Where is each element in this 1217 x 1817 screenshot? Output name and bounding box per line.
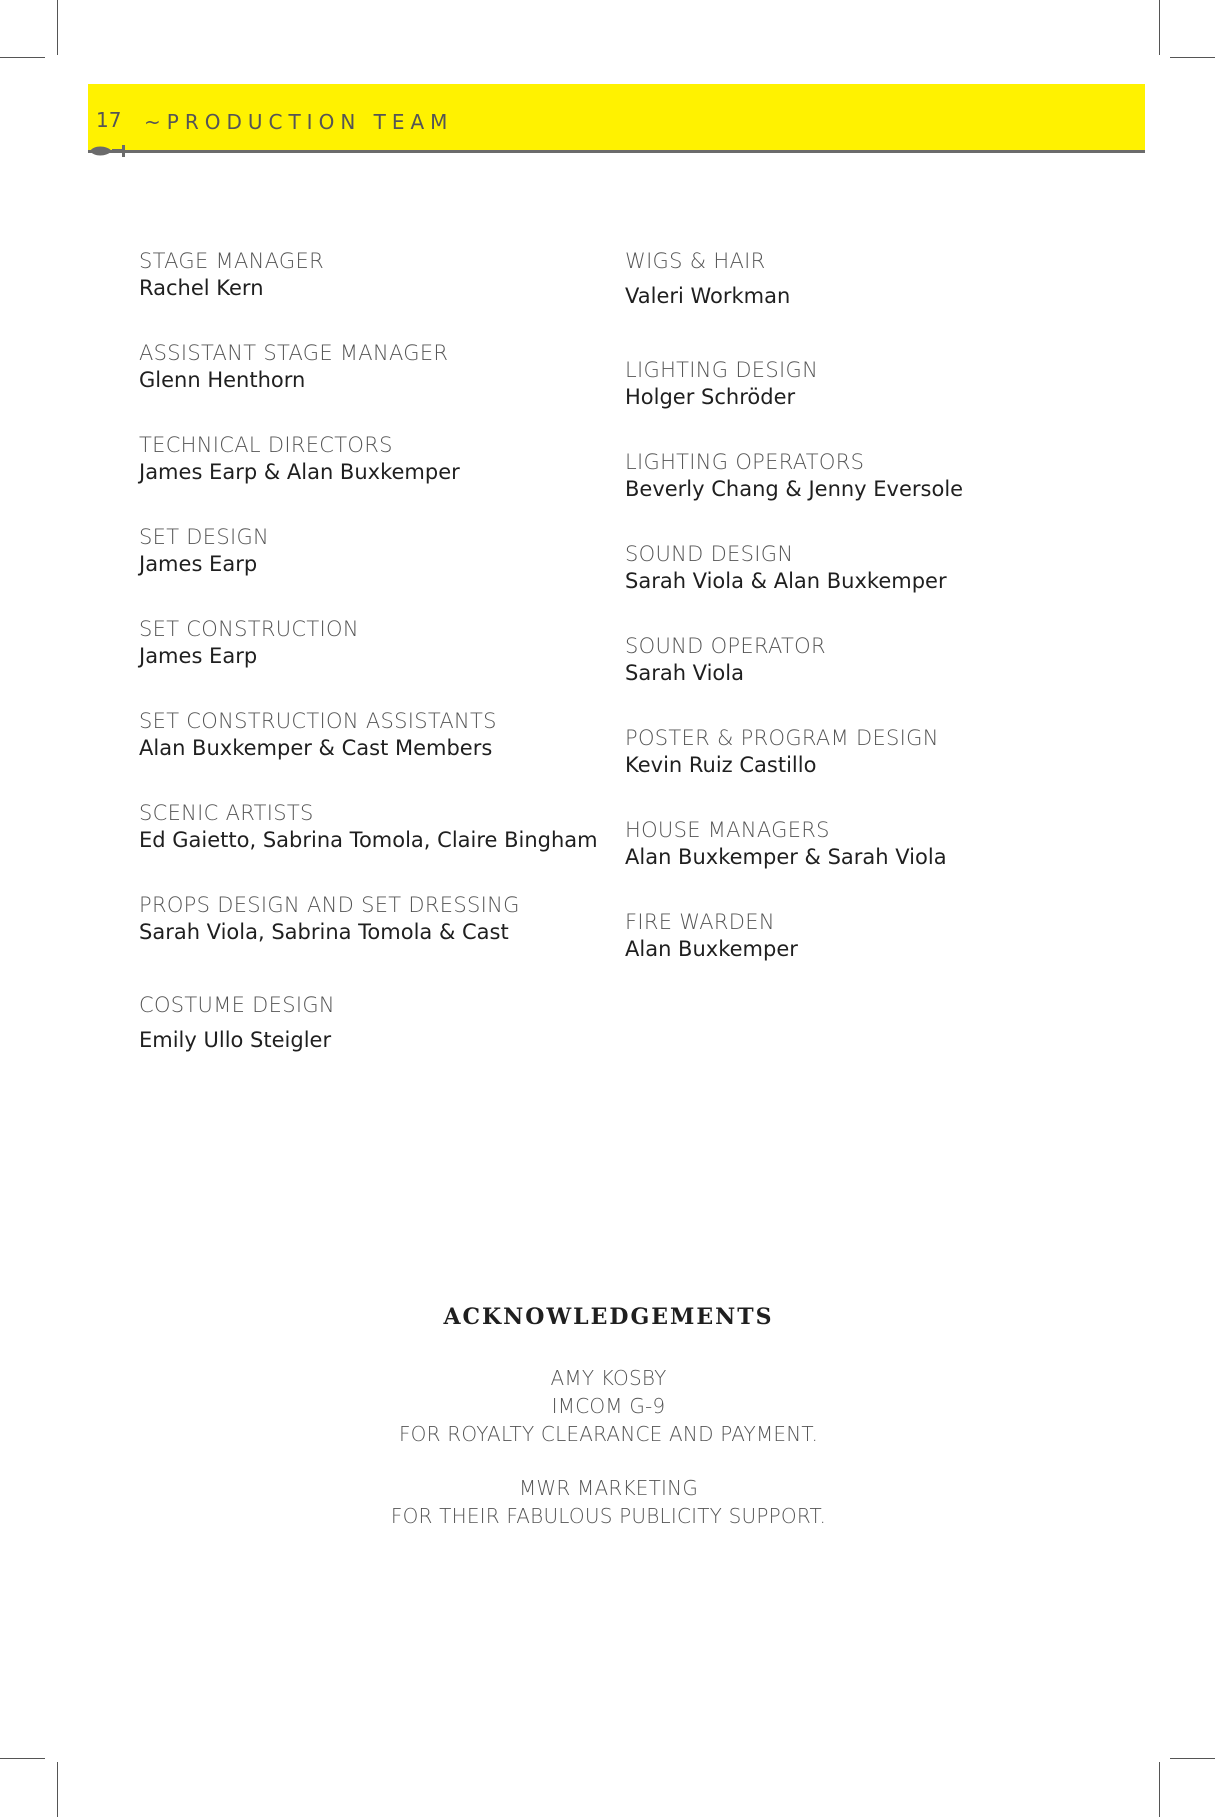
credit-sound-operator [625, 633, 1105, 688]
credit-set-design [139, 524, 619, 579]
crop-mark [0, 57, 45, 58]
crop-mark [1159, 0, 1160, 55]
credit-role: SET DESIGN [139, 525, 270, 549]
credit-role: WIGS & HAIR [625, 249, 766, 273]
credit-name: Sarah Viola & Alan Buxkemper [625, 569, 947, 594]
credit-role: LIGHTING OPERATORS [625, 450, 865, 474]
credit-role: HOUSE MANAGERS [625, 818, 830, 842]
credit-name: James Earp [139, 644, 258, 669]
credit-role: TECHNICAL DIRECTORS [139, 433, 393, 457]
credit-sound-design [625, 541, 1105, 596]
acknowledgement-line: MWR MARKETING [518, 1476, 699, 1500]
crop-mark [57, 1762, 58, 1817]
credit-name: Valeri Workman [625, 284, 791, 309]
credit-name: Alan Buxkemper & Cast Members [139, 736, 493, 761]
credit-house-managers [625, 817, 1105, 872]
credit-lighting-operators [625, 449, 1105, 504]
credit-name: James Earp [139, 552, 258, 577]
credit-role: SET CONSTRUCTION ASSISTANTS [139, 709, 497, 733]
acknowledgement-line: FOR ROYALTY CLEARANCE AND PAYMENT. [398, 1422, 819, 1446]
credit-assistant-stage-manager [139, 340, 619, 395]
crop-mark [57, 0, 58, 55]
credit-costume-design [139, 992, 619, 1055]
crop-mark [0, 1758, 45, 1759]
section-title: ~PRODUCTION TEAM [144, 110, 454, 134]
credit-role: STAGE MANAGER [139, 249, 324, 273]
page-number: 17 [96, 108, 122, 132]
credit-lighting-design [625, 357, 1105, 412]
credit-role: POSTER & PROGRAM DESIGN [625, 726, 939, 750]
credit-scenic-artists [139, 800, 619, 855]
crop-mark [1170, 57, 1215, 58]
section-header [88, 84, 1145, 153]
credit-role: COSTUME DESIGN [139, 993, 335, 1017]
acknowledgement-line: IMCOM G-9 [551, 1394, 666, 1418]
credit-name: Sarah Viola [625, 661, 744, 686]
credit-role: FIRE WARDEN [625, 910, 775, 934]
credit-name: James Earp & Alan Buxkemper [139, 460, 460, 485]
acknowledgements-title: ACKNOWLEDGEMENTS [443, 1304, 774, 1330]
credit-name: Ed Gaietto, Sabrina Tomola, Claire Bingham [139, 828, 598, 853]
credit-props-design [139, 892, 619, 947]
credit-name: Rachel Kern [139, 276, 264, 301]
acknowledgement-spacer [0, 1448, 1217, 1474]
credit-name: Beverly Chang & Jenny Eversole [625, 477, 964, 502]
credit-role: LIGHTING DESIGN [625, 358, 819, 382]
acknowledgement-line: FOR THEIR FABULOUS PUBLICITY SUPPORT. [390, 1504, 827, 1528]
crop-mark [1159, 1762, 1160, 1817]
plug-ornament-icon [88, 143, 142, 159]
credit-role: SOUND OPERATOR [625, 634, 826, 658]
credit-role: PROPS DESIGN AND SET DRESSING [139, 893, 520, 917]
credit-name: Glenn Henthorn [139, 368, 306, 393]
credit-role: ASSISTANT STAGE MANAGER [139, 341, 449, 365]
credit-fire-warden [625, 909, 1105, 964]
credit-role: SET CONSTRUCTION [139, 617, 359, 641]
credit-role: SCENIC ARTISTS [139, 801, 314, 825]
credit-name: Alan Buxkemper [625, 937, 798, 962]
credit-name: Holger Schröder [625, 385, 796, 410]
acknowledgements-section [0, 1304, 1217, 1530]
credit-poster-program-design [625, 725, 1105, 780]
credit-name: Sarah Viola, Sabrina Tomola & Cast [139, 920, 509, 945]
acknowledgement-line: AMY KOSBY [550, 1366, 667, 1390]
credit-set-construction-assistants [139, 708, 619, 763]
credit-role: SOUND DESIGN [625, 542, 794, 566]
credit-set-construction [139, 616, 619, 671]
credit-name: Alan Buxkemper & Sarah Viola [625, 845, 947, 870]
crop-mark [1170, 1758, 1215, 1759]
credit-technical-directors [139, 432, 619, 487]
credit-wigs-hair [625, 248, 1105, 311]
credit-stage-manager [139, 248, 619, 303]
credit-name: Emily Ullo Steigler [139, 1028, 332, 1053]
credit-name: Kevin Ruiz Castillo [625, 753, 817, 778]
